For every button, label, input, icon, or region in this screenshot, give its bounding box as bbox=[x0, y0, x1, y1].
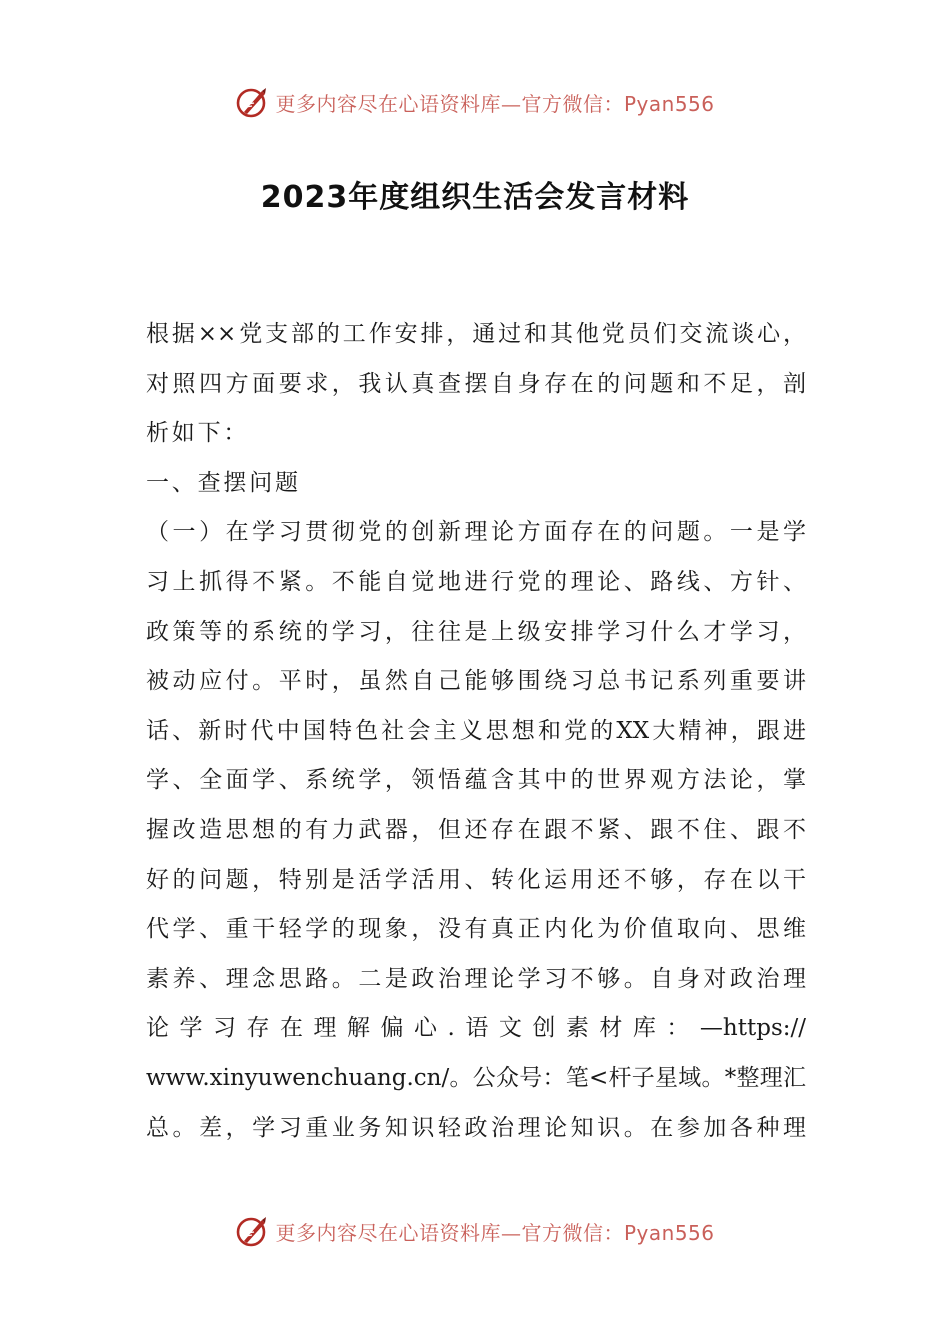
paragraph-line: www.xinyuwenchuang.cn/。公众号：笔<杆子星域。*整理汇 bbox=[146, 1064, 806, 1091]
paragraph-line: 握改造思想的有力武器，但还存在跟不紧、跟不住、跟不 bbox=[146, 816, 806, 843]
page-title: 2023年度组织生活会发言材料 bbox=[260, 180, 690, 215]
banner-main-text: 更多内容尽在心语资料库—官方微信： bbox=[275, 1220, 624, 1245]
paragraph-line: 代学、重干轻学的现象，没有真正内化为价值取向、思维 bbox=[146, 916, 806, 943]
paragraph-line: 话、新时代中国特色社会主义思想和党的XX大精神，跟进 bbox=[146, 717, 806, 744]
paragraph-line: 论学习存在理解偏心.语文创素材库：—https:// bbox=[146, 1015, 806, 1042]
paragraph-line: 总。差，学习重业务知识轻政治理论知识。在参加各种理 bbox=[146, 1114, 806, 1141]
paragraph-line: 习上抓得不紧。不能自觉地进行党的理论、路线、方针、 bbox=[146, 568, 806, 595]
paragraph-line: （一）在学习贯彻党的创新理论方面存在的问题。一是学 bbox=[146, 519, 806, 546]
paragraph-line: 析如下： bbox=[146, 420, 250, 447]
section-heading: 一、查摆问题 bbox=[146, 469, 301, 496]
banner-main-text: 更多内容尽在心语资料库—官方微信： bbox=[275, 91, 624, 116]
header-banner bbox=[0, 82, 950, 122]
paragraph-line: 学、全面学、系统学，领悟蕴含其中的世界观方法论，掌 bbox=[146, 767, 806, 794]
banner-text bbox=[275, 1217, 714, 1246]
paragraph-line: 好的问题，特别是活学活用、转化运用还不够，存在以干 bbox=[146, 866, 806, 893]
wechat-id: Pyan556 bbox=[623, 1220, 715, 1245]
paragraph-line: 对照四方面要求，我认真查摆自身存在的问题和不足，剖 bbox=[146, 370, 806, 397]
paragraph-line: 政策等的系统的学习，往往是上级安排学习什么才学习， bbox=[146, 618, 806, 645]
paragraph-line: 素养、理念思路。二是政治理论学习不够。自身对政治理 bbox=[146, 965, 806, 992]
paragraph-line: 根据××党支部的工作安排，通过和其他党员们交流谈心， bbox=[146, 321, 806, 347]
footer-banner bbox=[0, 1211, 950, 1251]
document-body bbox=[146, 310, 806, 1153]
paragraph-line: 被动应付。平时，虽然自己能够围绕习总书记系列重要讲 bbox=[146, 668, 806, 695]
wechat-id: Pyan556 bbox=[623, 91, 715, 116]
quill-pen-logo-icon bbox=[235, 1214, 269, 1248]
banner-text bbox=[275, 88, 714, 117]
quill-pen-logo-icon bbox=[235, 85, 269, 119]
